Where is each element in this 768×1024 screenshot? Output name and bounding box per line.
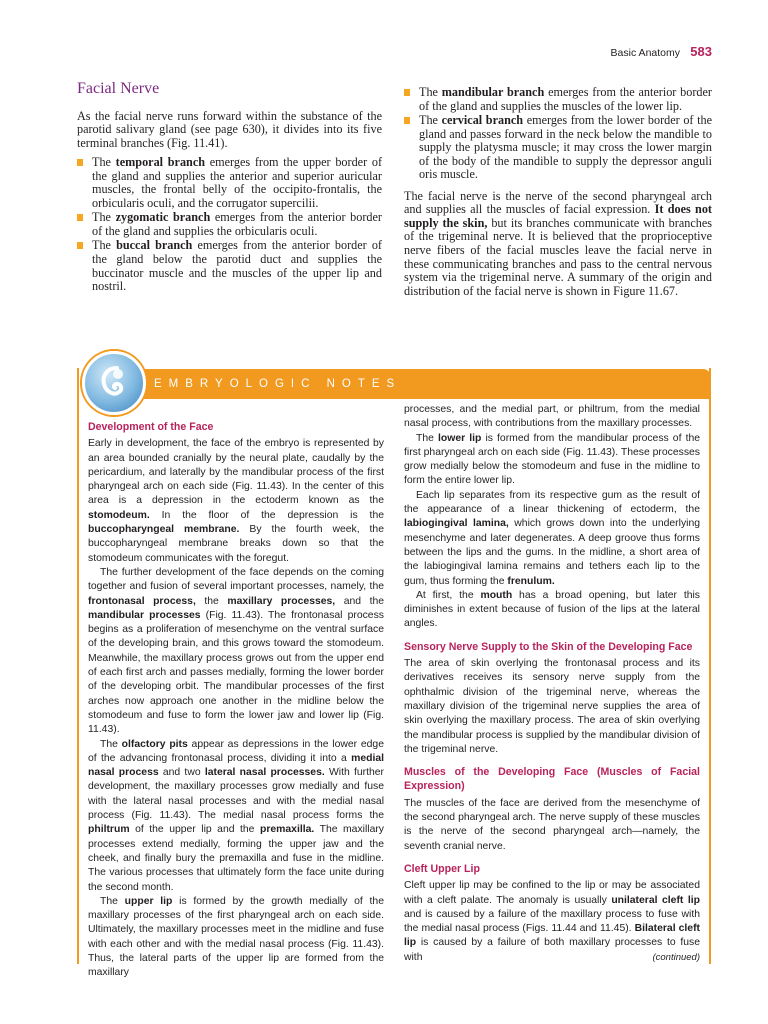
bullet-icon xyxy=(77,242,83,249)
left-column xyxy=(77,82,382,295)
embryo-icon xyxy=(82,351,146,415)
running-head-title: Basic Anatomy xyxy=(610,47,680,59)
notes-title: EMBRYOLOGIC NOTES xyxy=(154,378,402,390)
intro-paragraph: As the facial nerve runs forward within the substance of the parotid salivary gland (see page 630), it divides into its five terminal branches (Fig. 11.41). xyxy=(77,108,382,150)
notes-paragraph: The area of skin overlying the frontonasal process and its derivatives receives its sensory nerve supply from the ophthalmic division of the trigeminal nerve, whereas the maxillary division of the trigeminal nerve supplies the area of skin overlying the maxillary process. The area of skin overlying the mandibular process is supplied by the mandibular division of the trigeminal nerve. xyxy=(404,658,700,755)
notes-heading: Sensory Nerve Supply to the Skin of the Developing Face xyxy=(404,640,693,653)
continued-label: (continued) xyxy=(652,952,700,963)
right-column xyxy=(404,86,712,298)
notes-right-column xyxy=(404,403,700,965)
notes-paragraph: The lower lip is formed from the mandibular process of the first pharyngeal arch on each side (Fig. 11.43). These processes grow medially below the stomodeum and fuse in the midline to form the entire lower lip. xyxy=(404,432,701,487)
summary-paragraph: The facial nerve is the nerve of the second pharyngeal arch and supplies all the muscles of facial expression. It does not supply the skin, but its branches communicate with branches of the trigeminal nerve. It is believed that the proprioceptive nerve fibers of the facial muscles leave the facial nerve in these communicating branches and pass to the central nervous system via the trigeminal nerve. A summary of the origin and distribution of the facial nerve is shown in Figure 11.67. xyxy=(404,188,712,298)
notes-paragraph: The upper lip is formed by the growth medially of the maxillary processes of the first pharyngeal arch on each side. Ultimately, the maxillary processes meet in the midline and fuse with each other and with the medial nasal process (Fig. 11.43). Thus, the lateral parts of the upper lip are formed from the maxillary xyxy=(88,895,384,979)
notes-paragraph: The olfactory pits appear as depressions in the lower edge of the advancing frontonasal process, dividing it into a medial nasal process and two lateral nasal processes. With further development, the maxillary processes grow medially and fuse with the lateral nasal processes and with the medial nasal process (Fig. 11.43). The medial nasal process forms the philtrum of the upper lip and the premaxilla. The maxillary processes extend medially, forming the upper jaw and the cheek, and finally bury the premaxilla and fuse in the midline. The various processes that ultimately form the face unite during the second month. xyxy=(88,738,385,893)
list-item: The zygomatic branch emerges from the anterior border of the gland and supplies the orbicularis oculi. xyxy=(77,211,382,238)
notes-paragraph: processes, and the medial part, or philtrum, from the medial nasal process, with contributions from the maxillary processes. xyxy=(404,404,700,430)
list-item: The temporal branch emerges from the upper border of the gland and supplies the anterior and superior auricular muscles, the frontal belly of the occipito-frontalis, the orbicularis oculi, and the corrugator supercilii. xyxy=(77,156,382,210)
notes-paragraph: At first, the mouth has a broad opening, but later this diminishes in extent because of fusion of the lips at the lateral angles. xyxy=(404,589,700,630)
running-head xyxy=(0,44,768,64)
notes-paragraph: Cleft upper lip may be confined to the lip or may be associated with a cleft palate. The anomaly is usually unilateral cleft lip and is caused by a failure of the maxillary process to fuse with the medial nasal process (Figs. 11.44 and 11.45). Bilateral cleft lip is caused by a failure of both maxillary processes to fuse with xyxy=(404,880,700,963)
notes-heading: Development of the Face xyxy=(88,421,214,433)
notes-left-column xyxy=(88,420,384,981)
bullet-icon xyxy=(404,117,410,124)
notes-paragraph: Each lip separates from its respective gum as the result of the appearance of a linear thickening of ectoderm, the labiogingival lamina, which grows down into the underlying mesenchyme and later degenerates. A deep groove thus forms between the lips and the gums. In the midline, a short area of the labiogingival lamina remains and tethers each lip to the gum, thus forming the frenulum. xyxy=(404,489,701,587)
notes-paragraph: The further development of the face depends on the coming together and fusion of several important processes, namely, the frontonasal process, the maxillary processes, and the mandibular processes (Fig. 11.43). The frontonasal process begins as a proliferation of mesenchyme on the ventral surface of the developing brain, and this grows toward the stomodeum. Meanwhile, the maxillary process grows out from the upper end of each first arch and passes medially, forming the lower border of the developing orbit. The mandibular processes of the first arches now approach one another in the midline below the stomodeum and fuse to form the lower jaw and lower lip (Fig. 11.43). xyxy=(88,566,385,736)
notes-heading: Muscles of the Developing Face (Muscles of Facial Expression) xyxy=(404,766,700,793)
section-title: Facial Nerve xyxy=(77,80,160,97)
list-item: The mandibular branch emerges from the anterior border of the gland and supplies the muscles of the lower lip. xyxy=(404,86,712,113)
bullet-icon xyxy=(77,159,83,166)
notes-paragraph: The muscles of the face are derived from the mesenchyme of the second pharyngeal arch. The nerve supply of these muscles is the nerve of the second pharyngeal arch—namely, the seventh cranial nerve. xyxy=(404,797,700,852)
branch-list xyxy=(77,156,382,293)
list-item: The cervical branch emerges from the lower border of the gland and passes forward in the neck below the mandible to supply the platysma muscle; it may cross the lower margin of the body of the mandible to supply the depressor anguli oris muscle. xyxy=(404,114,712,182)
list-item: The buccal branch emerges from the anterior border of the gland below the parotid duct and supplies the buccinator muscle and the muscles of the upper lip and nostril. xyxy=(77,239,382,293)
branch-list-continued xyxy=(404,86,712,182)
notes-heading: Cleft Upper Lip xyxy=(404,862,480,875)
bullet-icon xyxy=(404,89,410,96)
bullet-icon xyxy=(77,214,83,221)
page-number: 583 xyxy=(690,44,712,59)
notes-paragraph: Early in development, the face of the embryo is represented by an area bounded cranially by the neural plate, caudally by the pericardium, and laterally by the mandibular process of the first pharyngeal arch on each side (Fig. 11.43). In the center of this area is a depression in the ectoderm known as the stomodeum. In the floor of the depression is the buccopharyngeal membrane. By the fourth week, the buccopharyngeal membrane breaks down so that the stomodeum communicates with the foregut. xyxy=(88,438,384,564)
